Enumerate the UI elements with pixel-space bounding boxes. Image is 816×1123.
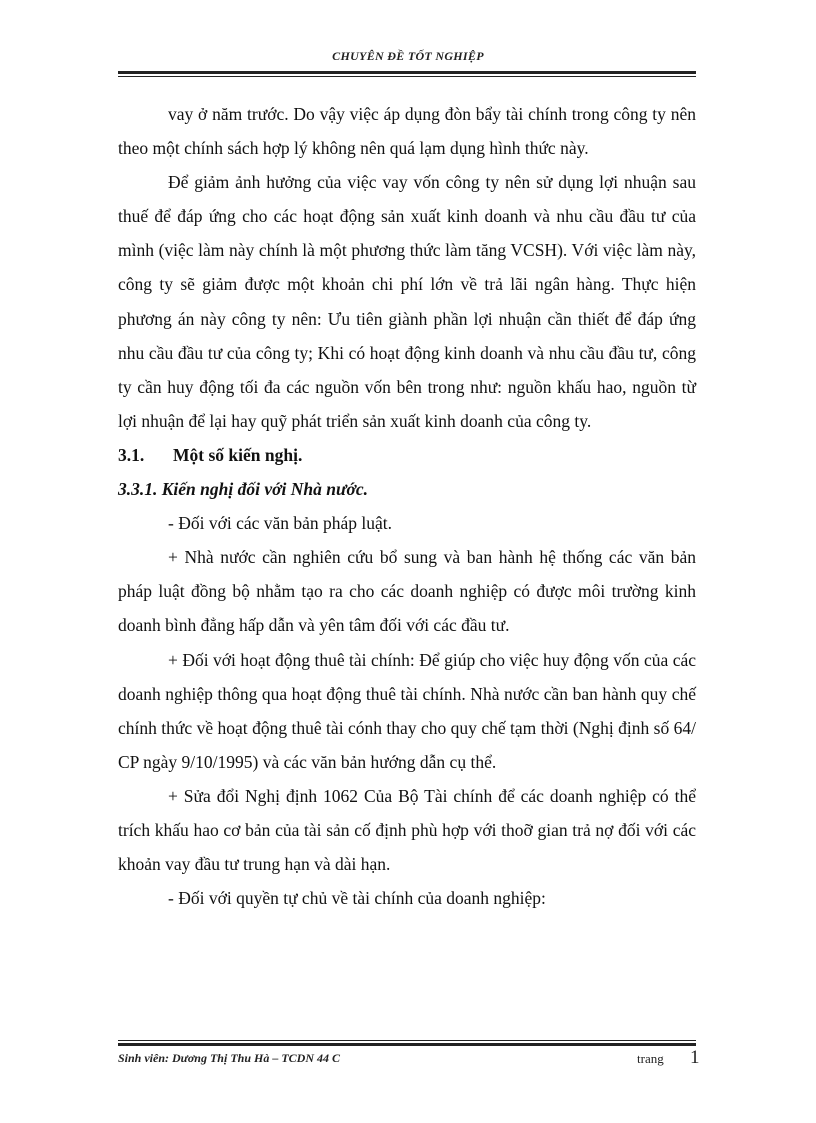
paragraph: Để giảm ảnh hưởng của việc vay vốn công ty nên sử dụng lợi nhuận sau thuế để đáp ứng cho các hoạt động sản xuất kinh doanh và nhu cầu đầu tư của mình (việc làm này chính là một phương thức làm tăng VCSH). Với việc làm này, công ty sẽ giảm được một khoản chi phí lớn về trả lãi ngân hàng. Thực hiện phương án này công ty nên: Ưu tiên giành phần lợi nhuận cần thiết để đáp ứng nhu cầu đầu tư của công ty; Khi có hoạt động kinh doanh và nhu cầu đầu tư, công ty cần huy động tối đa các nguồn vốn bên trong như: nguồn khấu hao, nguồn từ lợi nhuận để lại hay quỹ phát triển sản xuất kinh doanh của công ty. — [118, 172, 696, 431]
list-item: + Đối với hoạt động thuê tài chính: Để giúp cho việc huy động vốn của các doanh nghiệp thông qua hoạt động thuê tài chính. Nhà nước cần ban hành quy chế chính thức về hoạt động thuê tài cónh thay cho quy chế tạm thời (Nghị định số 64/ CP ngày 9/10/1995) và các văn bản hướng dẫn cụ thể. — [118, 649, 696, 772]
list-item: - Đối với quyền tự chủ về tài chính của doanh nghiệp: — [168, 888, 546, 909]
footer-rule-thick — [118, 1043, 696, 1046]
list-item: - Đối với các văn bản pháp luật. — [168, 513, 393, 534]
list-item: + Nhà nước cần nghiên cứu bổ sung và ban hành hệ thống các văn bản pháp luật đồng bộ nhằm tạo ra cho các doanh nghiệp có được môi trường kinh doanh bình đẳng hấp dẫn và yên tâm đối với các đầu tư. — [118, 547, 696, 636]
section-title: Một số kiến nghị. — [173, 444, 303, 465]
section-heading — [118, 438, 696, 472]
section-number: 3.1. — [118, 444, 145, 465]
footer-author: Sinh viên: Dương Thị Thu Hà – TCDN 44 C — [118, 1051, 340, 1065]
header-title: CHUYÊN ĐỀ TỐT NGHIỆP — [332, 49, 484, 63]
document-body — [118, 97, 696, 915]
header-rule-thin — [118, 76, 696, 77]
footer-rule-thin — [118, 1040, 696, 1041]
paragraph-continued: vay ở năm trước. Do vậy việc áp dụng đòn bẩy tài chính trong công ty nên theo một chính sách hợp lý không nên quá lạm dụng hình thức này. — [118, 104, 696, 159]
header-rule-thick — [118, 71, 696, 74]
footer-page-label: trang — [637, 1051, 664, 1066]
list-item: + Sửa đổi Nghị định 1062 Của Bộ Tài chính để các doanh nghiệp có thể trích khấu hao cơ bản của tài sản cố định phù hợp với thoỡ gian trả nợ đối với các khoản vay đầu tư trung hạn và dài hạn. — [118, 785, 696, 875]
subsection-heading: 3.3.1. Kiến nghị đối với Nhà nước. — [118, 479, 368, 500]
footer-page-number: 1 — [690, 1047, 700, 1068]
